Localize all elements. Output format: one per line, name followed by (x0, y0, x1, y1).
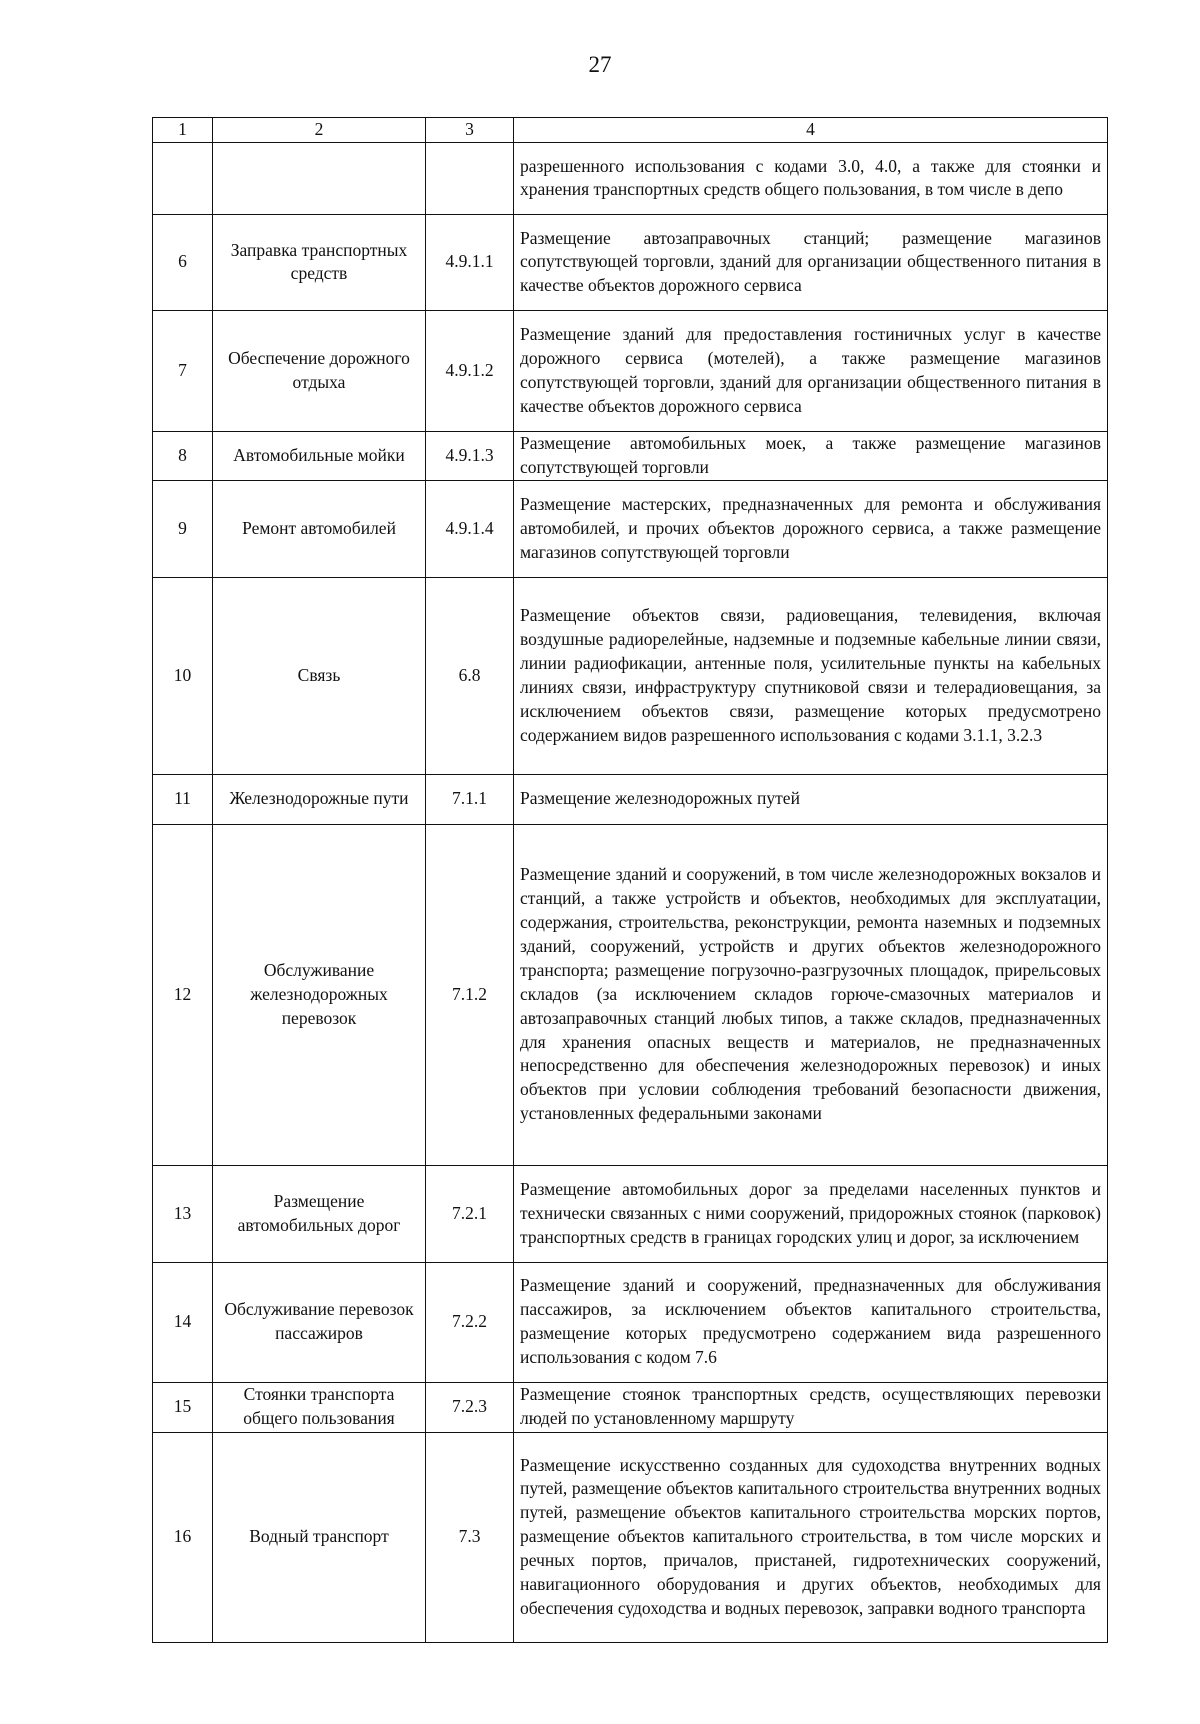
row-code: 7.2.3 (426, 1382, 514, 1432)
table-row (153, 480, 1108, 577)
table-row (153, 824, 1108, 1165)
row-description: Размещение зданий и сооружений, предназначенных для обслуживания пассажиров, за исключением объектов капитального строительства, размещение которых предусмотрено содержанием вида разрешенного использования с кодом 7.6 (514, 1262, 1108, 1382)
header-col-2: 2 (213, 118, 426, 143)
table-row (153, 310, 1108, 431)
row-number: 12 (153, 824, 213, 1165)
row-code: 6.8 (426, 577, 514, 774)
row-description: Размещение автомобильных моек, а также размещение магазинов сопутствующей торговли (514, 431, 1108, 480)
row-name: Обеспечение дорожного отдыха (213, 310, 426, 431)
row-number (153, 142, 213, 214)
row-code: 4.9.1.1 (426, 214, 514, 310)
row-number: 8 (153, 431, 213, 480)
row-number: 9 (153, 480, 213, 577)
row-code: 7.3 (426, 1432, 514, 1642)
row-number: 13 (153, 1165, 213, 1262)
row-number: 15 (153, 1382, 213, 1432)
row-name: Обслуживание перевозок пассажиров (213, 1262, 426, 1382)
row-code: 4.9.1.2 (426, 310, 514, 431)
land-use-table (152, 117, 1108, 1643)
row-code (426, 142, 514, 214)
row-description: Размещение зданий для предоставления гостиничных услуг в качестве дорожного сервиса (мотелей), а также размещение магазинов сопутствующей торговли, зданий для организации общественного питания в качестве объектов дорожного сервиса (514, 310, 1108, 431)
row-name: Водный транспорт (213, 1432, 426, 1642)
row-name: Связь (213, 577, 426, 774)
table-row (153, 1432, 1108, 1642)
table-row (153, 142, 1108, 214)
row-name: Железнодорожные пути (213, 774, 426, 824)
row-name: Обслуживание железнодорожных перевозок (213, 824, 426, 1165)
table-row (153, 577, 1108, 774)
row-description: Размещение объектов связи, радиовещания, телевидения, включая воздушные радиорелейные, надземные и подземные кабельные линии связи, линии радиофикации, антенные поля, усилительные пункты на кабельных линиях связи, инфраструктуру спутниковой связи и телерадиовещания, за исключением объектов связи, размещение которых предусмотрено содержанием видов разрешенного использования с кодами 3.1.1, 3.2.3 (514, 577, 1108, 774)
row-name: Заправка транспортных средств (213, 214, 426, 310)
row-description: Размещение автомобильных дорог за пределами населенных пунктов и технически связанных с ними сооружений, придорожных стоянок (парковок) транспортных средств в границах городских улиц и дорог, за исключением (514, 1165, 1108, 1262)
row-description: Размещение искусственно созданных для судоходства внутренних водных путей, размещение объектов капитального строительства внутренних водных путей, размещение объектов капитального строительства морских портов, размещение объектов капитального строительства, в том числе морских и речных портов, причалов, пристаней, гидротехнических сооружений, навигационного оборудования и других объектов, необходимых для обеспечения судоходства и водных перевозок, заправки водного транспорта (514, 1432, 1108, 1642)
row-description: Размещение железнодорожных путей (514, 774, 1108, 824)
row-number: 10 (153, 577, 213, 774)
row-code: 7.2.2 (426, 1262, 514, 1382)
row-code: 4.9.1.3 (426, 431, 514, 480)
row-description: Размещение автозаправочных станций; размещение магазинов сопутствующей торговли, зданий для организации общественного питания в качестве объектов дорожного сервиса (514, 214, 1108, 310)
page-number: 27 (588, 52, 612, 77)
table-header-row (153, 118, 1108, 143)
row-number: 7 (153, 310, 213, 431)
row-code: 7.1.2 (426, 824, 514, 1165)
row-name: Стоянки транспорта общего пользования (213, 1382, 426, 1432)
row-number: 6 (153, 214, 213, 310)
table-row (153, 1165, 1108, 1262)
table-row (153, 1382, 1108, 1432)
row-description: Размещение стоянок транспортных средств, осуществляющих перевозки людей по установленному маршруту (514, 1382, 1108, 1432)
table-row (153, 1262, 1108, 1382)
row-name (213, 142, 426, 214)
row-number: 16 (153, 1432, 213, 1642)
row-code: 7.1.1 (426, 774, 514, 824)
row-number: 11 (153, 774, 213, 824)
row-description: Размещение мастерских, предназначенных для ремонта и обслуживания автомобилей, и прочих объектов дорожного сервиса, а также размещение магазинов сопутствующей торговли (514, 480, 1108, 577)
row-description: разрешенного использования с кодами 3.0, 4.0, а также для стоянки и хранения транспортных средств общего пользования, в том числе в депо (514, 142, 1108, 214)
row-number: 14 (153, 1262, 213, 1382)
table-row (153, 774, 1108, 824)
row-description: Размещение зданий и сооружений, в том числе железнодорожных вокзалов и станций, а также устройств и объектов, необходимых для эксплуатации, содержания, строительства, реконструкции, ремонта наземных и подземных зданий, сооружений, устройств и других объектов железнодорожного транспорта; размещение погрузочно-разгрузочных площадок, прирельсовых складов (за исключением складов горюче-смазочных материалов и автозаправочных станций любых типов, а также складов, предназначенных для хранения опасных веществ и материалов, не предназначенных непосредственно для обеспечения железнодорожных перевозок) и иных объектов при условии соблюдения требований безопасности движения, установленных федеральными законами (514, 824, 1108, 1165)
table-row (153, 431, 1108, 480)
header-col-4: 4 (514, 118, 1108, 143)
row-code: 4.9.1.4 (426, 480, 514, 577)
header-col-3: 3 (426, 118, 514, 143)
row-name: Размещение автомобильных дорог (213, 1165, 426, 1262)
row-name: Автомобильные мойки (213, 431, 426, 480)
header-col-1: 1 (153, 118, 213, 143)
row-name: Ремонт автомобилей (213, 480, 426, 577)
table-row (153, 214, 1108, 310)
row-code: 7.2.1 (426, 1165, 514, 1262)
